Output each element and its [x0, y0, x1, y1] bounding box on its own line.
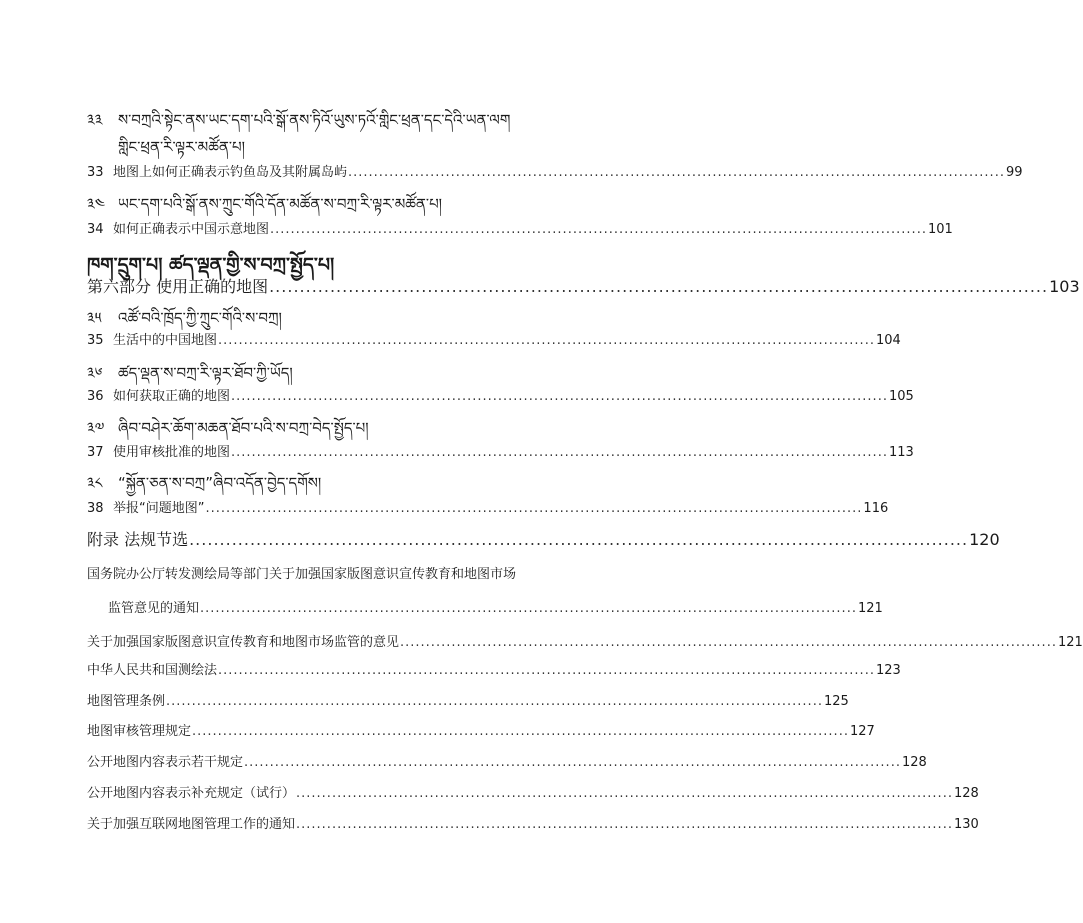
- dot-leader: ................................................................................................................................: [231, 389, 888, 404]
- dot-leader: ................................................................................................................................: [231, 445, 888, 460]
- page-number: 125: [823, 694, 849, 709]
- tibetan-entry-number: ༣༧: [87, 419, 105, 437]
- dot-leader: ................................................................................................................................: [244, 755, 901, 770]
- tibetan-entry-number: ༣༦: [87, 364, 103, 382]
- tibetan-entry-title: “སྐྱོན་ཅན་ས་བཀྲ”ཞིབ་འདོན་བྱེད་དགོས།: [118, 474, 322, 492]
- entry-number: 35: [87, 333, 104, 348]
- toc-appendix-heading[interactable]: [87, 527, 1000, 550]
- dot-leader: ................................................................................................................................: [218, 663, 875, 678]
- toc-appendix-item[interactable]: [87, 631, 1083, 650]
- appendix-item-title: 公开地图内容表示若干规定: [87, 755, 244, 770]
- appendix-item-title: 国务院办公厅转发测绘局等部门关于加强国家版图意识宣传教育和地图市场: [87, 567, 517, 582]
- toc-appendix-item[interactable]: [108, 597, 883, 616]
- entry-title: 如何正确表示中国示意地图: [113, 222, 270, 237]
- tibetan-entry-title: ས་བཀྲའི་སྟེང་ནས་ཡང་དག་པའི་སྒོ་ནས་ཏིའོ་ཡུས་ཏའོ་གླིང་ཕྲན་དང་དེའི་ཡན་ལག: [118, 111, 511, 129]
- page-number: 99: [1005, 165, 1023, 180]
- entry-number: 34: [87, 222, 104, 237]
- entry-number: 38: [87, 501, 104, 516]
- entry-number: 33: [87, 165, 104, 180]
- entry-title: 如何获取正确的地图: [113, 389, 231, 404]
- toc-entry[interactable]: [87, 385, 914, 404]
- page-number: 104: [875, 333, 901, 348]
- page-number: 101: [927, 222, 953, 237]
- dot-leader: ................................................................................................................................: [400, 635, 1057, 650]
- tibetan-entry-number: ༣༨: [87, 474, 103, 492]
- tibetan-entry-title: ཞིབ་བཤེར་ཆོག་མཆན་ཐོབ་པའི་ས་བཀྲ་བེད་སྤྱོད་པ།: [118, 419, 369, 437]
- toc-entry[interactable]: [87, 218, 953, 237]
- appendix-item-title: 地图管理条例: [87, 694, 166, 709]
- appendix-item-title-continued: 监管意见的通知: [108, 601, 200, 616]
- toc-appendix-item[interactable]: [87, 782, 979, 801]
- tibetan-entry-number: ༣༣: [87, 111, 103, 129]
- toc-entry[interactable]: [87, 161, 1023, 180]
- page-number: 130: [953, 817, 979, 832]
- dot-leader: ................................................................................................................................: [189, 530, 969, 549]
- entry-number: 37: [87, 445, 104, 460]
- page-number: 121: [1057, 635, 1083, 650]
- tibetan-part-heading: ཁག་དྲུག་པ། ཚད་ལྡན་གྱི་ས་བཀྲ་སྤྱོད་པ།: [87, 254, 335, 276]
- entry-number: 36: [87, 389, 104, 404]
- entry-title: 举报“问题地图”: [113, 501, 205, 516]
- page-number: 127: [849, 724, 875, 739]
- dot-leader: ................................................................................................................................: [269, 277, 1049, 296]
- page-number: 113: [888, 445, 914, 460]
- dot-leader: ................................................................................................................................: [296, 786, 953, 801]
- tibetan-entry-title-continued: གླིང་ཕྲན་རི་ལྟར་མཚོན་པ།: [118, 138, 245, 156]
- appendix-title: 附录 法规节选: [87, 530, 189, 549]
- dot-leader: ................................................................................................................................: [218, 333, 875, 348]
- toc-part-heading[interactable]: [87, 274, 1080, 297]
- tibetan-entry-title: ཚད་ལྡན་ས་བཀྲ་རི་ལྟར་ཐོབ་ཀྱི་ཡོད།: [118, 364, 293, 382]
- tibetan-entry-title: འཚོ་བའི་ཁྲོད་ཀྱི་ཀྲུང་གོའི་ས་བཀྲ།: [118, 309, 282, 327]
- toc-appendix-item[interactable]: [87, 690, 849, 709]
- page-number: 120: [969, 530, 1000, 549]
- dot-leader: ................................................................................................................................: [205, 501, 863, 516]
- entry-title: 使用审核批准的地图: [113, 445, 231, 460]
- toc-appendix-item[interactable]: [87, 813, 979, 832]
- toc-appendix-item[interactable]: [87, 751, 927, 770]
- page-number: 105: [888, 389, 914, 404]
- toc-entry[interactable]: [87, 441, 914, 460]
- part-title: 第六部分 使用正确的地图: [87, 277, 269, 296]
- toc-entry[interactable]: [87, 497, 889, 516]
- dot-leader: ................................................................................................................................: [348, 165, 1005, 180]
- appendix-item-title: 中华人民共和国测绘法: [87, 663, 218, 678]
- appendix-item-title: 地图审核管理规定: [87, 724, 192, 739]
- dot-leader: ................................................................................................................................: [296, 817, 953, 832]
- tibetan-entry-number: ༣༤: [87, 195, 106, 213]
- page-number: 128: [953, 786, 979, 801]
- page-number: 103: [1049, 277, 1080, 296]
- tibetan-entry-title: ཡང་དག་པའི་སྒོ་ནས་ཀྲུང་གོའི་དོན་མཚོན་ས་བཀྲ་རི་ལྟར་མཚོན་པ།: [118, 195, 443, 213]
- toc-appendix-item[interactable]: [87, 659, 901, 678]
- appendix-item-title: 公开地图内容表示补充规定（试行）: [87, 786, 296, 801]
- entry-title: 生活中的中国地图: [113, 333, 218, 348]
- dot-leader: ................................................................................................................................: [192, 724, 849, 739]
- page-number: 116: [863, 501, 889, 516]
- appendix-item-title: 关于加强互联网地图管理工作的通知: [87, 817, 296, 832]
- toc-entry[interactable]: [87, 329, 901, 348]
- dot-leader: ................................................................................................................................: [270, 222, 927, 237]
- page-number: 128: [901, 755, 927, 770]
- toc-appendix-item[interactable]: [87, 720, 875, 739]
- dot-leader: ................................................................................................................................: [166, 694, 823, 709]
- entry-title: 地图上如何正确表示钓鱼岛及其附属岛屿: [113, 165, 348, 180]
- dot-leader: ................................................................................................................................: [200, 601, 857, 616]
- appendix-item-title: 关于加强国家版图意识宣传教育和地图市场监管的意见: [87, 635, 400, 650]
- tibetan-entry-number: ༣༥: [87, 309, 102, 327]
- page-number: 121: [857, 601, 883, 616]
- page-number: 123: [875, 663, 901, 678]
